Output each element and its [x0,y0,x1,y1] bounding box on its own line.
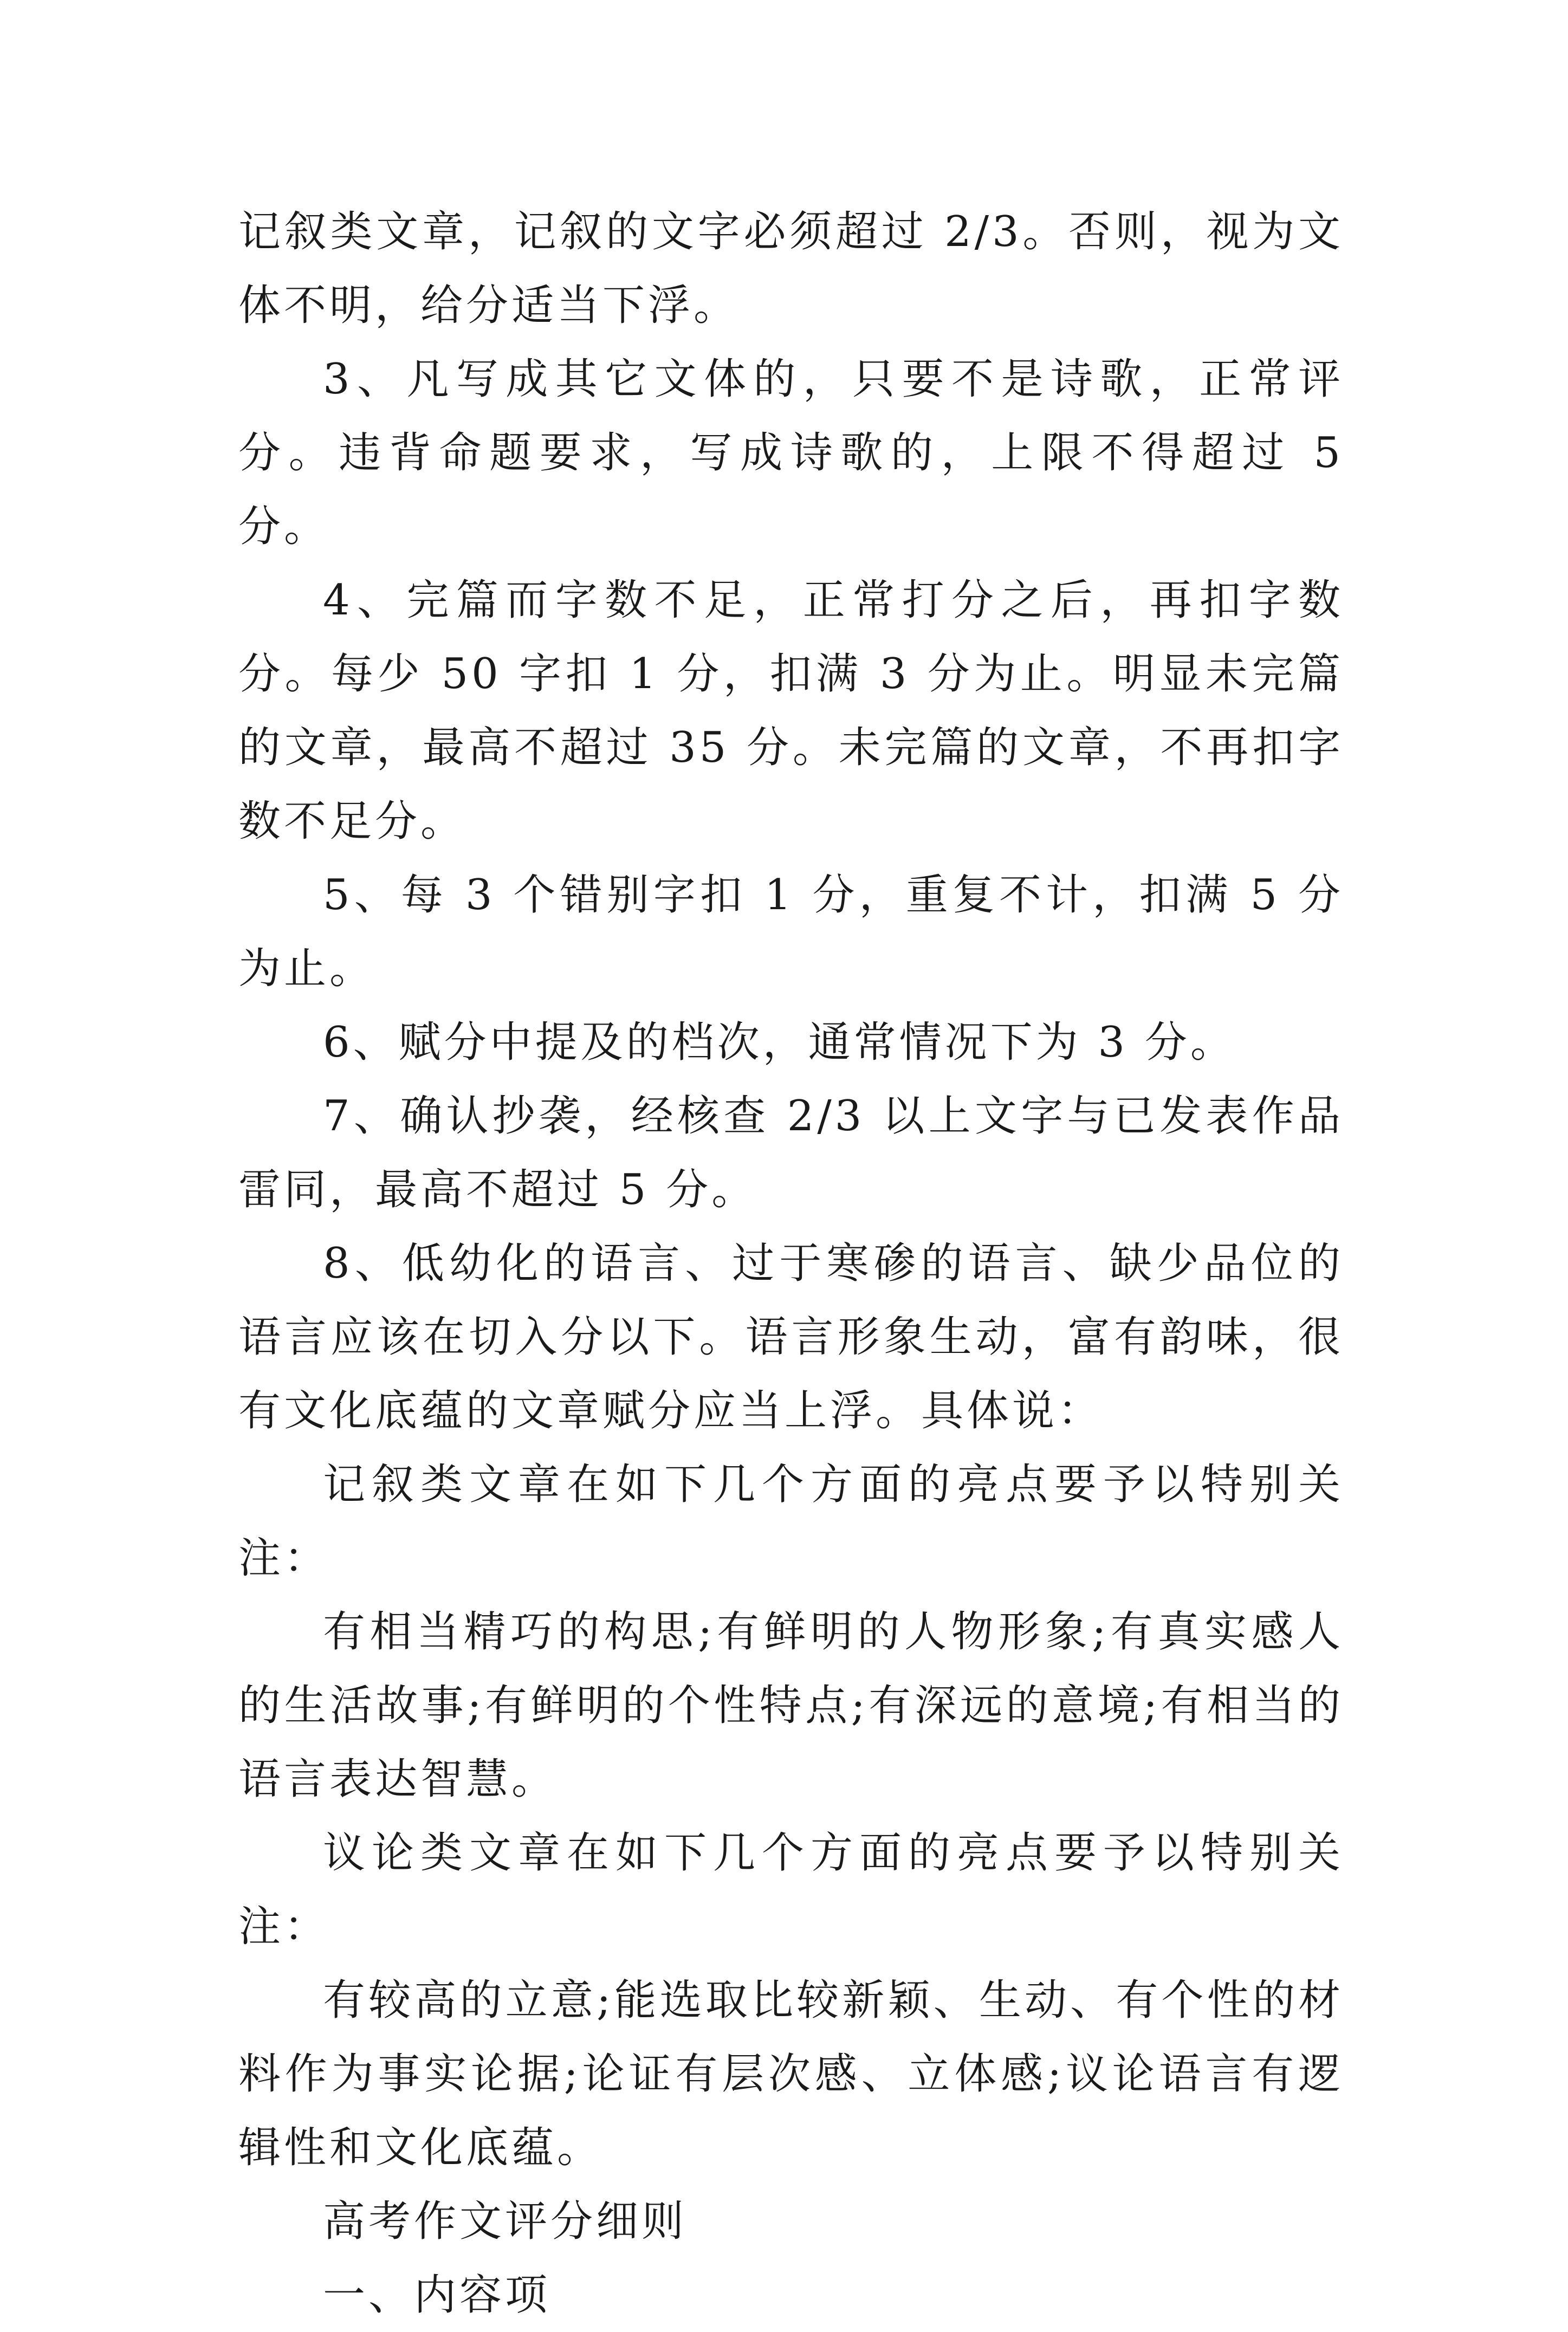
paragraph-rule-3: 3、凡写成其它文体的，只要不是诗歌，正常评分。违背命题要求，写成诗歌的，上限不得超过 5 分。 [238,355,1344,551]
paragraph-narrative-requirement: 记叙类文章，记叙的文字必须超过 2/3。否则，视为文体不明，给分适当下浮。 [238,208,1344,330]
section-title: 高考作文评分细则 [323,2197,688,2246]
paragraph-rule-4: 4、完篇而字数不足，正常打分之后，再扣字数分。每少 50 字扣 1 分，扣满 3 分为止。明显未完篇的文章，最高不超过 35 分。未完篇的文章，不再扣字数不足分。 [238,576,1344,846]
paragraph-argumentative-highlights-heading: 议论类文章在如下几个方面的亮点要予以特别关注： [238,1829,1344,1951]
subsection-heading: 一、内容项 [323,2271,551,2320]
paragraph-argumentative-highlights: 有较高的立意;能选取比较新颖、生动、有个性的材料作为事实论据;论证有层次感、立体感;议论语言有逻辑性和文化底蕴。 [238,1976,1344,2172]
paragraph-rule-7: 7、确认抄袭，经核查 2/3 以上文字与已发表作品雷同，最高不超过 5 分。 [238,1092,1344,1214]
paragraph-narrative-highlights: 有相当精巧的构思;有鲜明的人物形象;有真实感人的生活故事;有鲜明的个性特点;有深远的意境;有相当的语言表达智慧。 [238,1608,1344,1804]
paragraph-rule-5: 5、每 3 个错别字扣 1 分，重复不计，扣满 5 分为止。 [238,871,1344,993]
document-body [238,195,1344,2332]
paragraph-rule-6: 6、赋分中提及的档次，通常情况下为 3 分。 [323,1018,1236,1067]
paragraph-rule-8: 8、低幼化的语言、过于寒碜的语言、缺少品位的语言应该在切入分以下。语言形象生动，富有韵味，很有文化底蕴的文章赋分应当上浮。具体说： [238,1239,1344,1435]
paragraph-narrative-highlights-heading: 记叙类文章在如下几个方面的亮点要予以特别关注： [238,1460,1344,1583]
